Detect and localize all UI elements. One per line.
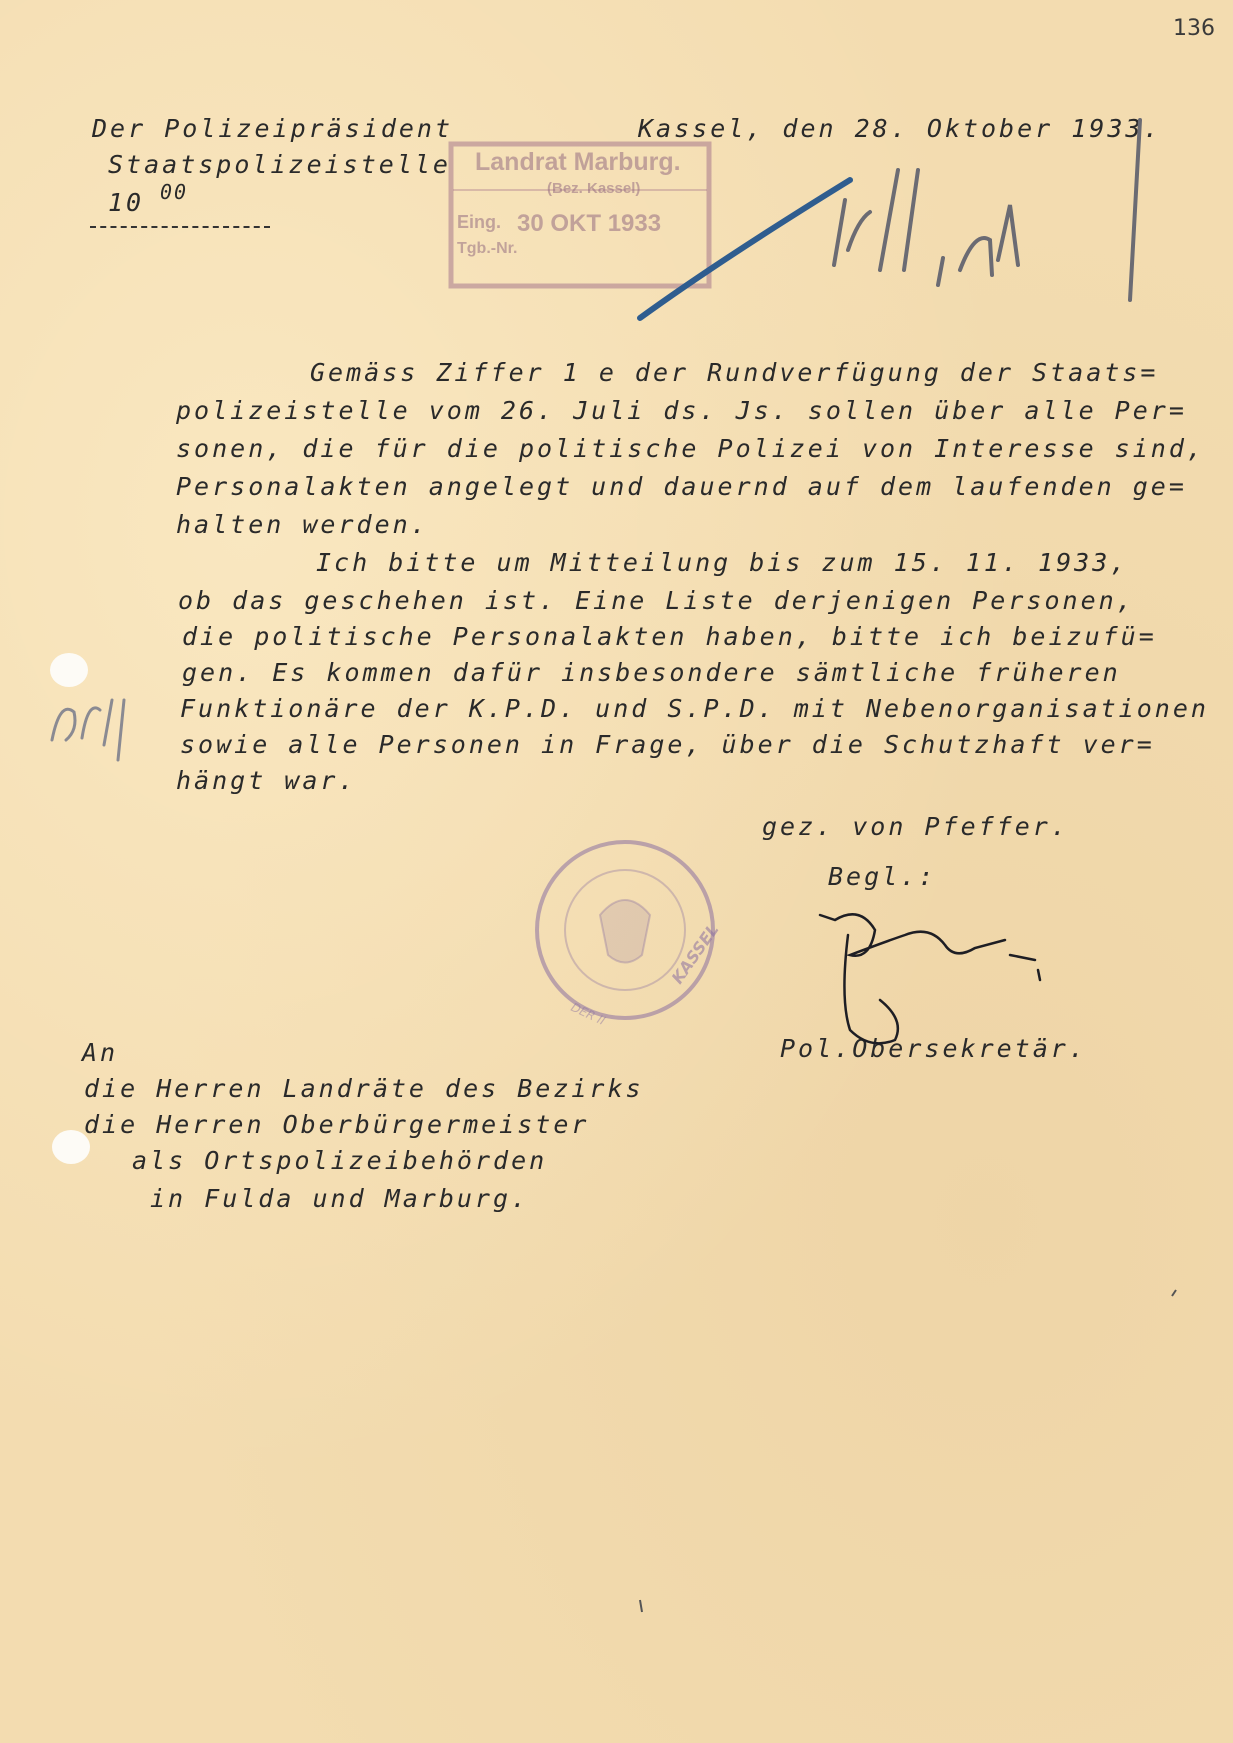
punch-hole [50, 653, 88, 687]
svg-text:KASSEL: KASSEL [667, 920, 720, 988]
stray-marks [640, 1290, 1176, 1612]
place-and-date: Kassel, den 28. Oktober 1933. [638, 114, 1162, 143]
body-line: Gemäss Ziffer 1 e der Rundverfügung der Staats= [310, 358, 1159, 387]
recipient-line: die Herren Oberbürgermeister [84, 1110, 590, 1139]
margin-pencil-note [52, 700, 124, 760]
body-line: Personalakten angelegt und dauernd auf dem laufenden ge= [176, 472, 1187, 501]
body-line: sowie alle Personen in Frage, über die Schutzhaft ver= [180, 730, 1155, 759]
body-line: polizeistelle vom 26. Juli ds. Js. sollen über alle Per= [176, 396, 1187, 425]
body-line: Funktionäre der K.P.D. und S.P.D. mit Nebenorganisationen [180, 694, 1209, 723]
pencil-initials [834, 120, 1140, 300]
file-reference-superscript: 00 [160, 180, 189, 204]
recipient-line: die Herren Landräte des Bezirks [84, 1074, 644, 1103]
recipient-line: in Fulda und Marburg. [150, 1184, 530, 1213]
body-line: die politische Personalakten haben, bitte ich beizufü= [182, 622, 1157, 651]
sender-line-1: Der Polizeipräsident [92, 114, 454, 143]
body-line: Ich bitte um Mitteilung bis zum 15. 11. 1933, [316, 548, 1129, 577]
file-reference: 10 [108, 188, 145, 217]
folio-number: 136 [1173, 16, 1215, 41]
stamp-office: Landrat Marburg. [475, 148, 681, 176]
punch-hole [52, 1130, 90, 1164]
stamp-journal-label: Tgb.-Nr. [457, 240, 518, 257]
certified-label: Begl.: [828, 862, 937, 891]
body-line: hängt war. [176, 766, 357, 795]
stamp-entry-date: 30 OKT 1933 [517, 210, 662, 237]
body-line: gen. Es kommen dafür insbesondere sämtliche früheren [182, 658, 1121, 687]
stamp-entry-label: Eing. [457, 212, 501, 232]
recipient-line: An [82, 1038, 119, 1067]
recipient-line: als Ortspolizeibehörden [132, 1146, 548, 1175]
official-seal-graphic [530, 835, 720, 1025]
body-line: ob das geschehen ist. Eine Liste derjenigen Personen, [178, 586, 1135, 615]
letterhead-rule [90, 226, 270, 228]
sender-line-2: Staatspolizeistelle [108, 150, 451, 179]
body-line: halten werden. [176, 510, 429, 539]
svg-text:DER II: DER II [568, 1000, 608, 1025]
official-seal [530, 835, 720, 1025]
signed-by: gez. von Pfeffer. [762, 812, 1069, 841]
ink-signature [820, 914, 1040, 1043]
stamp-district: (Bez. Kassel) [547, 180, 641, 197]
received-stamp [447, 140, 713, 290]
signatory-title: Pol.Obersekretär. [780, 1034, 1087, 1063]
body-line: sonen, die für die politische Polizei von Interesse sind, [176, 434, 1205, 463]
